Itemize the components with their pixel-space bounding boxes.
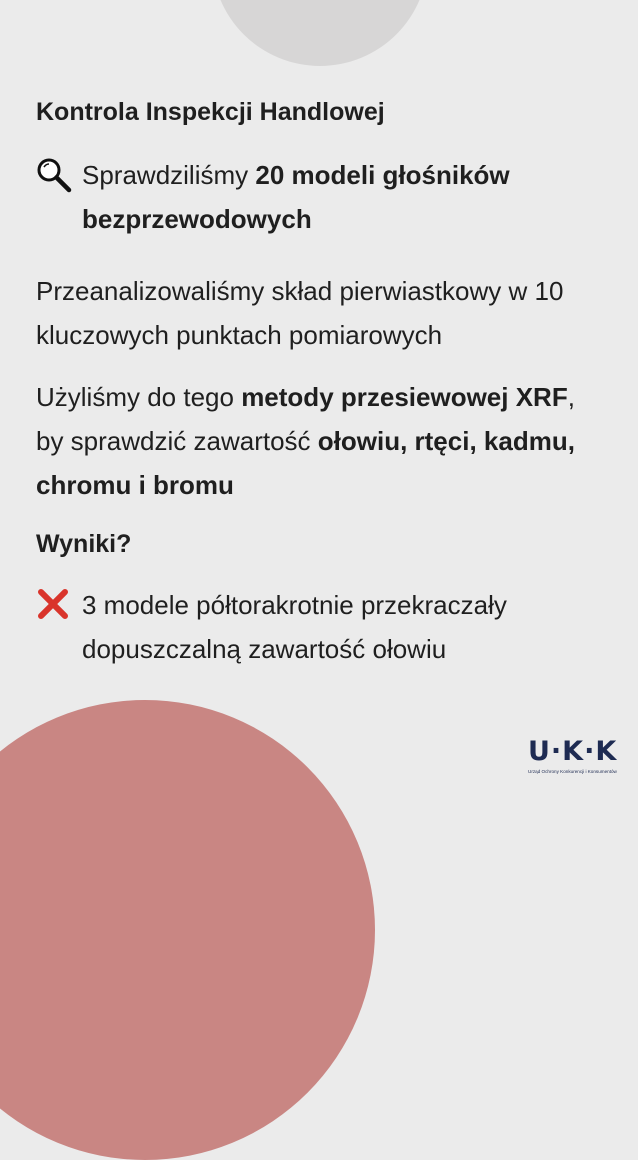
logo-mark: U·K·K <box>528 736 618 767</box>
list-item-results <box>36 583 606 671</box>
uokik-logo <box>528 738 618 774</box>
analysis-paragraph: Przeanalizowaliśmy skład pierwiastkowy w 10 kluczowych punktach pomiarowych <box>36 276 564 350</box>
results-heading: Wyniki? <box>36 530 132 558</box>
method-text-1: Użyliśmy do tego <box>36 382 242 412</box>
results-text: 3 modele półtorakrotnie przekraczały dopuszczalną zawartość ołowiu <box>82 590 507 664</box>
models-checked-text <box>82 153 606 241</box>
list-item-models-checked <box>36 153 606 241</box>
method-paragraph <box>36 375 606 507</box>
models-checked-bold: 20 modeli głośników bezprzewodowych <box>82 160 510 234</box>
logo-subtitle: Urząd Ochrony Konkurencji i Konsumentów <box>528 769 617 774</box>
content <box>36 95 606 671</box>
page-heading: Kontrola Inspekcji Handlowej <box>36 98 385 126</box>
decorative-circle-bottom <box>0 700 375 1160</box>
models-checked-normal: Sprawdziliśmy <box>82 160 256 190</box>
method-text-2: , by sprawdzić zawartość <box>36 382 575 456</box>
red-cross-icon <box>36 583 82 633</box>
magnifier-icon <box>36 153 82 203</box>
method-text-bold-1: metody przesiewowej XRF <box>241 382 568 412</box>
decorative-circle-top <box>212 0 428 66</box>
method-text-bold-2: ołowiu, rtęci, kadmu, chromu i bromu <box>36 426 575 500</box>
